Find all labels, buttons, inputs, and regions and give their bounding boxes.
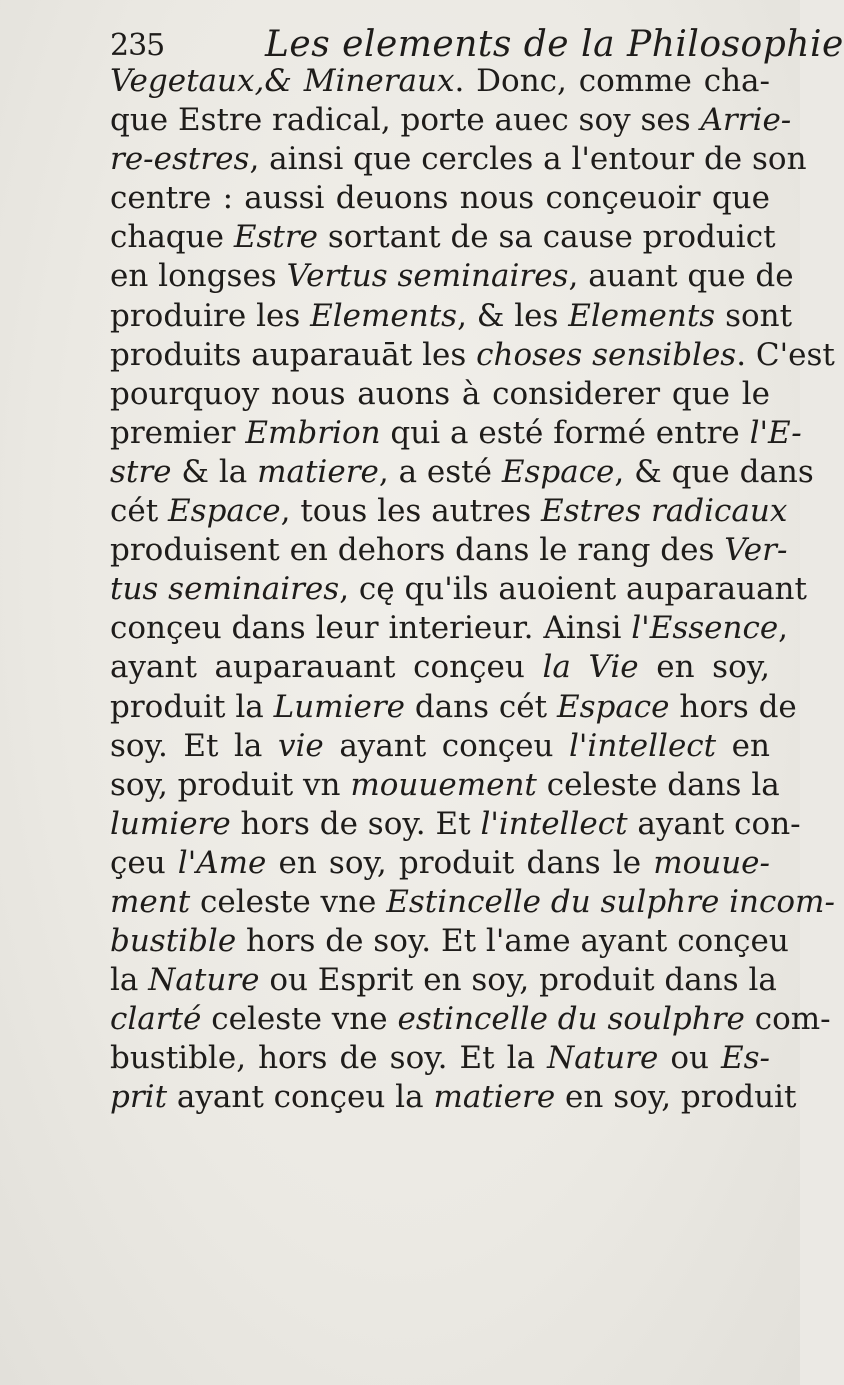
roman-text: hors de soy. Et xyxy=(230,805,481,842)
italic-text: mouuement xyxy=(350,766,537,803)
italic-text: choses sensibles xyxy=(476,336,737,373)
roman-text: produisent en dehors dans le rang des xyxy=(110,532,725,569)
roman-text: ayant con- xyxy=(627,805,801,842)
italic-text: Arrie- xyxy=(700,102,792,139)
running-title: Les elements de la Philosophie xyxy=(265,24,844,65)
roman-text: bustible, hors de soy. Et la xyxy=(110,1040,548,1077)
text-line xyxy=(110,688,797,727)
roman-text: , & les xyxy=(457,297,569,334)
roman-text: & la xyxy=(171,453,258,490)
italic-text: l'Essence xyxy=(631,610,779,647)
italic-text: Elements xyxy=(568,297,716,334)
body-text xyxy=(110,62,835,1118)
roman-text: pourquoy nous auons à considerer que le xyxy=(110,375,770,412)
roman-text: centre : aussi deuons nous conçeuoir que xyxy=(110,180,770,217)
italic-text: Espace xyxy=(556,688,670,725)
roman-text: celeste dans la xyxy=(536,766,780,803)
italic-text: l'Ame xyxy=(177,844,267,881)
text-line xyxy=(110,1078,797,1117)
text-line xyxy=(110,609,789,648)
italic-text: Espace xyxy=(168,493,281,530)
italic-text: Elements xyxy=(310,297,458,334)
italic-text: estincelle du soulphre xyxy=(397,1001,745,1038)
roman-text: ou Esprit en soy, produit dans la xyxy=(259,962,777,999)
italic-text: clarté xyxy=(110,1001,202,1038)
roman-text: ayant conçeu xyxy=(323,727,569,764)
roman-text: produits auparauāt les xyxy=(110,336,477,373)
text-line xyxy=(110,218,776,257)
roman-text: en longses xyxy=(110,258,287,295)
roman-text: chaque xyxy=(110,219,234,256)
italic-text: bustible xyxy=(110,923,237,960)
roman-text: ou xyxy=(658,1040,721,1077)
italic-text: Nature xyxy=(547,1040,659,1077)
roman-text: produire les xyxy=(110,297,311,334)
italic-text: Vegetaux,& Mineraux xyxy=(110,63,455,99)
italic-text: Espace xyxy=(501,453,615,490)
italic-text: lumiere xyxy=(110,805,231,842)
text-line xyxy=(110,140,807,179)
roman-text: soy. Et la xyxy=(110,727,278,764)
text-line xyxy=(110,297,793,336)
roman-text: conçeu dans leur interieur. Ainsi xyxy=(110,610,632,647)
roman-text: , a esté xyxy=(378,453,502,490)
roman-text: soy, produit vn xyxy=(110,766,351,803)
italic-text: Estincelle du sulphre incom- xyxy=(386,883,835,920)
italic-text: l'intellect xyxy=(569,727,717,764)
italic-text: l'intellect xyxy=(480,805,628,842)
roman-text: . C'est xyxy=(736,336,835,373)
text-line xyxy=(110,492,788,531)
italic-text: Es- xyxy=(721,1040,771,1077)
roman-text: que Estre radical, porte auec soy ses xyxy=(110,102,701,139)
italic-text: ment xyxy=(110,883,191,920)
text-line xyxy=(110,414,802,453)
italic-text: l'E- xyxy=(749,414,802,451)
roman-text: en soy, produit xyxy=(555,1079,797,1116)
roman-text: dans cét xyxy=(405,688,557,725)
roman-text: , auant que de xyxy=(568,258,794,295)
text-line xyxy=(110,883,835,922)
text-line xyxy=(110,727,770,766)
roman-text: hors de xyxy=(669,688,797,725)
roman-text: qui a esté formé entre xyxy=(380,414,750,451)
text-line xyxy=(110,648,770,687)
italic-text: tus seminaires xyxy=(110,571,340,608)
roman-text: , & que dans xyxy=(614,453,814,490)
roman-text: celeste vne xyxy=(201,1001,398,1038)
roman-text: hors de soy. Et l'ame ayant conçeu xyxy=(236,923,789,960)
text-line xyxy=(110,1039,770,1078)
italic-text: matiere xyxy=(257,453,379,490)
roman-text: , ainsi que cercles a l'entour de son xyxy=(249,141,807,178)
roman-text: celeste vne xyxy=(190,883,387,920)
roman-text: sont xyxy=(715,297,793,334)
italic-text: Estres radicaux xyxy=(541,493,788,530)
text-line xyxy=(110,1000,831,1039)
roman-text: ayant auparauant conçeu xyxy=(110,649,543,686)
roman-text: çeu xyxy=(110,844,178,881)
roman-text: la xyxy=(110,962,149,999)
text-line xyxy=(110,257,794,296)
roman-text: en xyxy=(716,727,770,764)
italic-text: Estre xyxy=(233,219,318,256)
text-line xyxy=(110,62,770,101)
roman-text: en soy, produit dans le xyxy=(266,844,654,881)
italic-text: stre xyxy=(110,453,172,490)
text-line xyxy=(110,179,770,218)
italic-text: Nature xyxy=(148,962,260,999)
italic-text: Lumiere xyxy=(273,688,405,725)
italic-text: mouue- xyxy=(653,844,770,881)
text-line xyxy=(110,336,835,375)
roman-text: com- xyxy=(744,1001,831,1038)
page-number: 235 xyxy=(110,28,165,63)
text-line xyxy=(110,961,777,1000)
roman-text: cét xyxy=(110,493,169,530)
italic-text: la Vie xyxy=(542,649,639,686)
italic-text: re-estres xyxy=(110,141,250,178)
roman-text: premier xyxy=(110,414,246,451)
roman-text: en soy, xyxy=(638,649,770,686)
text-line xyxy=(110,375,770,414)
roman-text: produit la xyxy=(110,688,274,725)
text-line xyxy=(110,766,780,805)
roman-text: sortant de sa cause produict xyxy=(318,219,776,256)
text-line xyxy=(110,531,788,570)
roman-text: . Donc, comme cha- xyxy=(454,63,771,99)
text-line xyxy=(110,570,807,609)
text-line xyxy=(110,453,814,492)
roman-text: ayant conçeu la xyxy=(167,1079,434,1116)
italic-text: prit xyxy=(110,1079,168,1116)
italic-text: Vertus seminaires xyxy=(286,258,569,295)
text-line xyxy=(110,922,789,961)
text-line xyxy=(110,805,801,844)
italic-text: matiere xyxy=(433,1079,556,1116)
italic-text: vie xyxy=(277,727,324,764)
text-line xyxy=(110,101,792,140)
text-line xyxy=(110,844,770,883)
italic-text: Ver- xyxy=(724,532,788,569)
roman-text: , tous les autres xyxy=(280,493,542,530)
roman-text: , cę qu'ils auoient auparauant xyxy=(339,571,807,608)
roman-text: , xyxy=(778,610,789,647)
italic-text: Embrion xyxy=(245,414,381,451)
